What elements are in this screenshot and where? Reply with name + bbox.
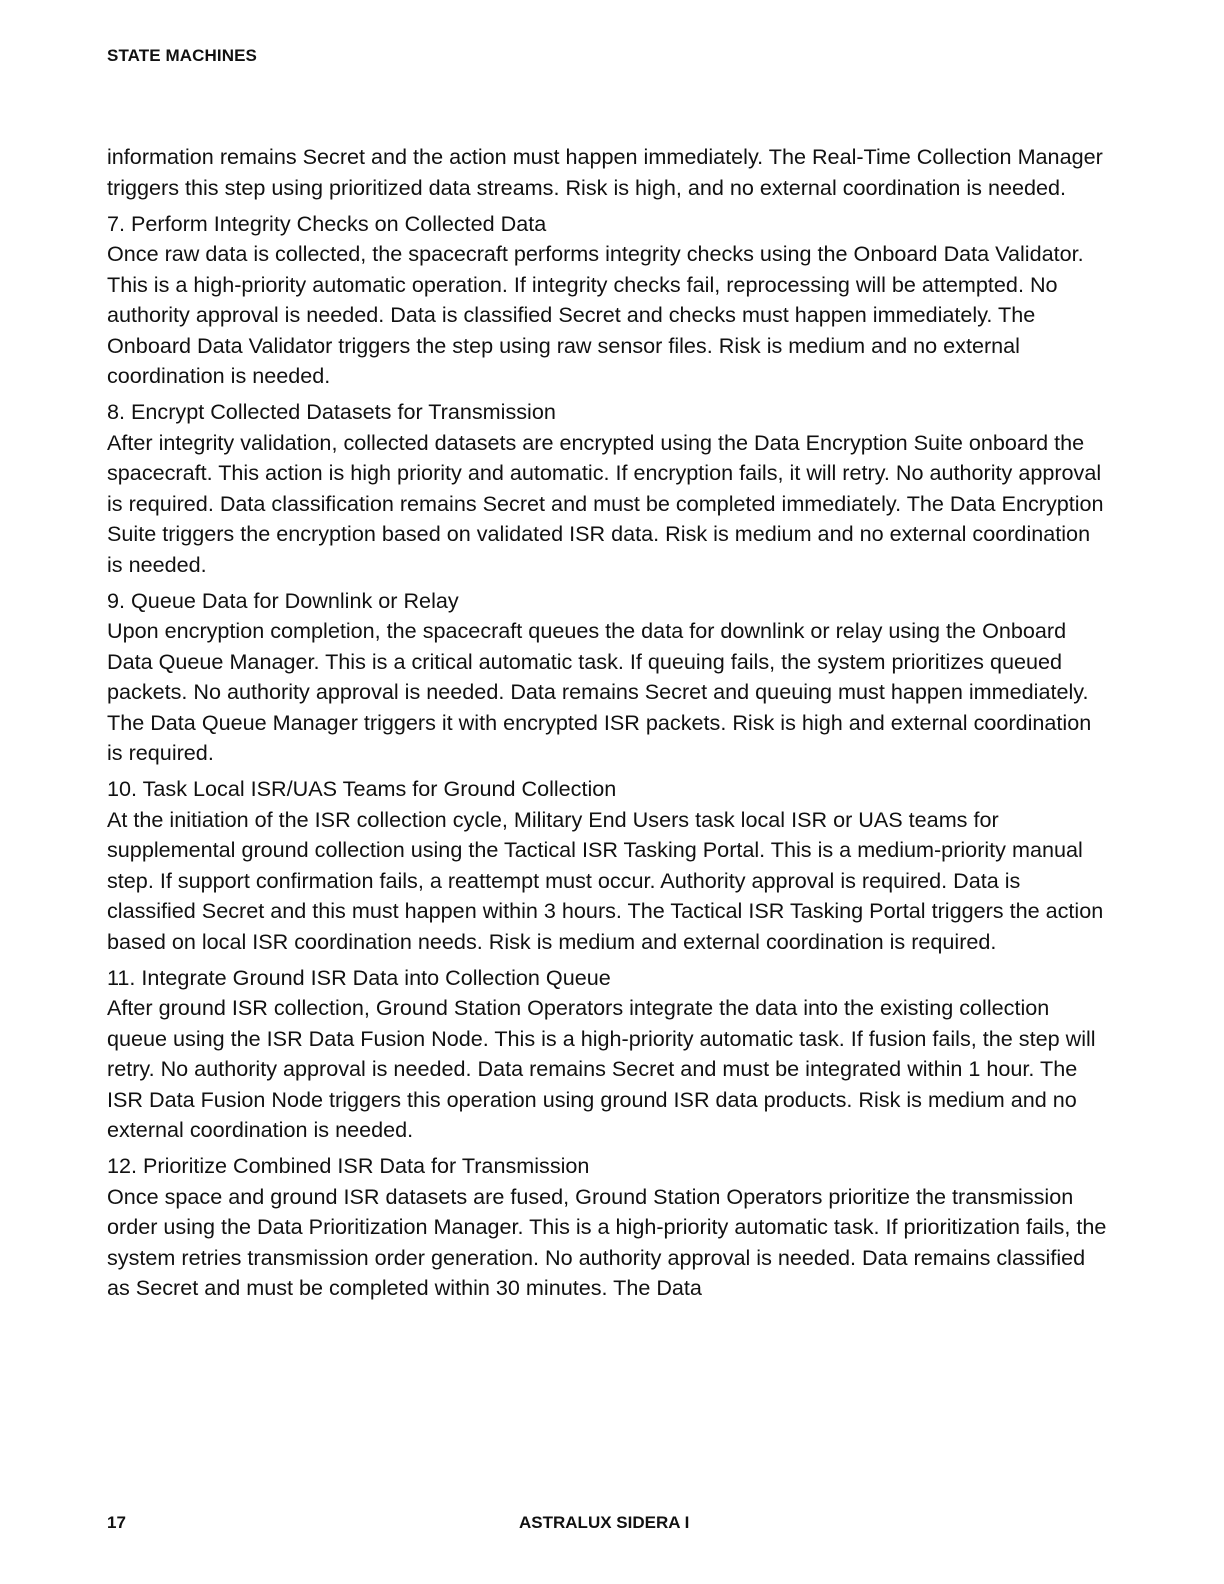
document-body	[107, 142, 1107, 1309]
step-description: At the initiation of the ISR collection cycle, Military End Users task local ISR or UAS teams for supplemental ground collection using the Tactical ISR Tasking Portal. This is a medium-priority manual step. If support confirmation fails, a reattempt must occur. Authority approval is required. Data is classified Secret and this must happen within 3 hours. The Tactical ISR Tasking Portal triggers the action based on local ISR coordination needs. Risk is medium and external coordination is required.	[107, 806, 1104, 954]
running-header: STATE MACHINES	[107, 46, 257, 65]
step-title: 10. Task Local ISR/UAS Teams for Ground Collection	[107, 776, 617, 801]
step-description: Once raw data is collected, the spacecraft performs integrity checks using the Onboard Data Validator. This is a high-priority automatic operation. If integrity checks fail, reprocessing will be attempted. No authority approval is needed. Data is classified Secret and checks must happen immediately. The Onboard Data Validator triggers the step using raw sensor files. Risk is medium and no external coordination is needed.	[107, 241, 1084, 388]
step-description: After integrity validation, collected datasets are encrypted using the Data Encryption Suite onboard the spacecraft. This action is high priority and automatic. If encryption fails, it will retry. No authority approval is required. Data classification remains Secret and must be completed immediately. The Data Encryption Suite triggers the encryption based on validated ISR data. Risk is medium and no external coordination is needed.	[107, 429, 1104, 577]
step-title: 8. Encrypt Collected Datasets for Transmission	[107, 399, 556, 424]
step-title: 11. Integrate Ground ISR Data into Collection Queue	[107, 964, 611, 990]
step-title: 12. Prioritize Combined ISR Data for Transmission	[107, 1153, 590, 1178]
step-8	[107, 397, 1107, 580]
step-title: 9. Queue Data for Downlink or Relay	[107, 587, 459, 613]
step-11	[107, 963, 1107, 1146]
step-12	[107, 1151, 1107, 1304]
step-7	[107, 209, 1107, 392]
continued-paragraph: information remains Secret and the action must happen immediately. The Real-Time Collection Manager triggers this step using prioritized data streams. Risk is high, and no external coordination is needed.	[107, 144, 1103, 200]
step-10	[107, 774, 1107, 957]
step-description: After ground ISR collection, Ground Station Operators integrate the data into the existing collection queue using the ISR Data Fusion Node. This is a high-priority automatic task. If fusion fails, the step will retry. No authority approval is needed. Data remains Secret and must be integrated within 1 hour. The ISR Data Fusion Node triggers this operation using ground ISR data products. Risk is medium and no external coordination is needed.	[107, 995, 1096, 1142]
step-title: 7. Perform Integrity Checks on Collected Data	[107, 210, 547, 236]
step-description: Upon encryption completion, the spacecraft queues the data for downlink or relay using the Onboard Data Queue Manager. This is a critical automatic task. If queuing fails, the system prioritizes queued packets. No authority approval is needed. Data remains Secret and queuing must happen immediately. The Data Queue Manager triggers it with encrypted ISR packets. Risk is high and external coordination is required.	[107, 618, 1092, 765]
step-description: Once space and ground ISR datasets are fused, Ground Station Operators prioritize the transmission order using the Data Prioritization Manager. This is a high-priority automatic task. If prioritization fails, the system retries transmission order generation. No authority approval is needed. Data remains classified as Secret and must be completed within 30 minutes. The Data	[107, 1183, 1107, 1300]
page-number: 17	[107, 1513, 126, 1532]
publication-title: ASTRALUX SIDERA I	[519, 1513, 690, 1532]
step-9	[107, 586, 1107, 769]
